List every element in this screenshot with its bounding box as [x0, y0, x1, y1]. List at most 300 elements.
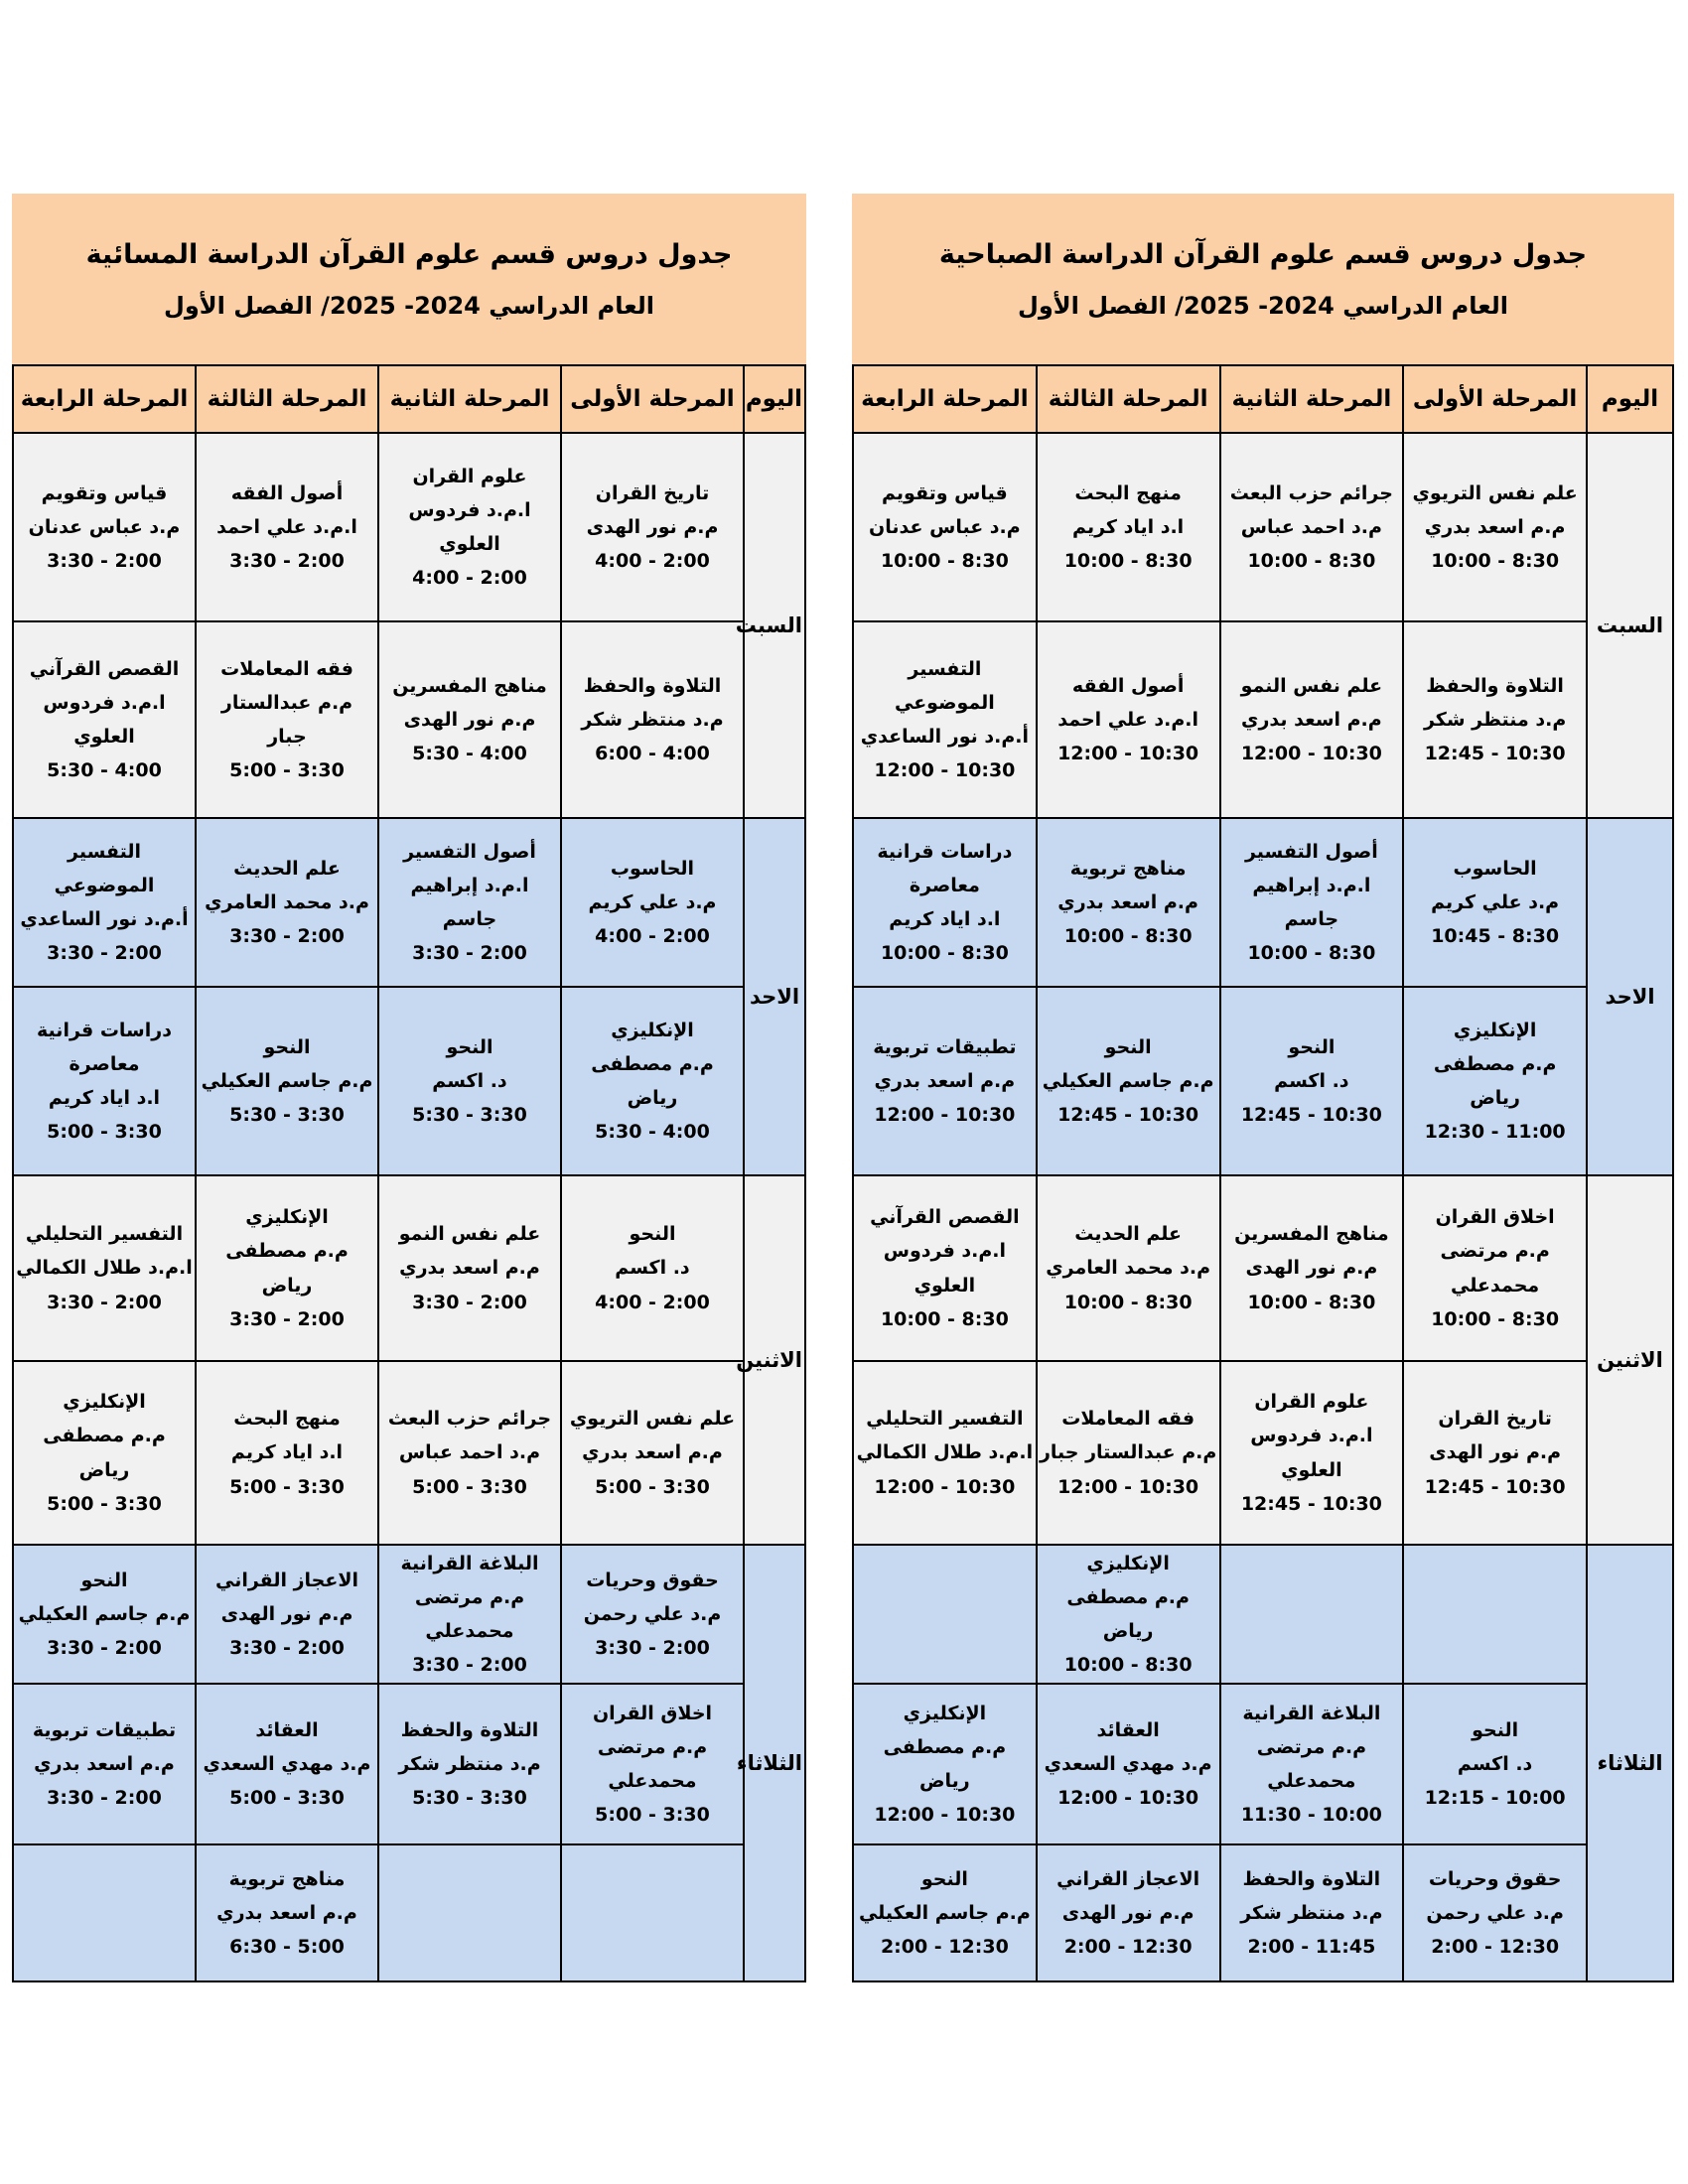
subject-name: النحو	[1288, 1035, 1336, 1058]
class-time: 10:00 - 8:30	[1063, 925, 1193, 948]
class-cell	[1037, 1844, 1220, 1981]
class-time: 12:45 - 10:30	[1057, 1104, 1199, 1127]
class-cell	[13, 987, 196, 1175]
class-cell	[1403, 1844, 1587, 1981]
class-cell	[561, 1361, 744, 1545]
class-time: 4:00 - 2:00	[595, 550, 710, 573]
class-time: 10:00 - 8:30	[1063, 550, 1193, 573]
teacher-name: م.د علي رحمن	[1426, 1901, 1564, 1924]
class-cell	[196, 1545, 378, 1684]
header-row	[853, 365, 1673, 433]
teacher-name: م.م مصطفى رياض	[1066, 1585, 1190, 1642]
class-cell	[561, 1545, 744, 1684]
class-cell	[853, 433, 1037, 621]
class-cell	[378, 1684, 561, 1844]
subject-name: الحاسوب	[610, 857, 695, 880]
class-time: 2:00 - 11:45	[1247, 1936, 1376, 1959]
subject-name: دراسات قرانية معاصرة	[37, 1019, 172, 1075]
class-time: 10:00 - 8:30	[1063, 1291, 1193, 1313]
teacher-name: ا.د اياد كريم	[889, 908, 1001, 930]
class-time: 5:30 - 4:00	[412, 743, 527, 765]
class-cell	[1403, 1361, 1587, 1545]
teacher-name: م.م اسعد بدري	[34, 1752, 175, 1775]
teacher-name: م.د عباس عدنان	[869, 515, 1021, 538]
stage-column-header: المرحلة الثالثة	[196, 365, 378, 433]
teacher-name: م.م اسعد بدري	[216, 1901, 357, 1924]
class-time: 10:00 - 8:30	[1247, 942, 1376, 965]
class-cell	[1037, 1684, 1220, 1844]
class-time: 10:00 - 8:30	[880, 550, 1009, 573]
subject-name: التفسير التحليلي	[866, 1408, 1024, 1431]
class-cell	[1037, 1545, 1220, 1684]
subject-name: علوم القران	[1254, 1391, 1369, 1414]
subject-name: العقائد	[1096, 1718, 1160, 1741]
schedule-row	[853, 433, 1673, 621]
class-cell	[13, 1684, 196, 1844]
class-time: 12:00 - 10:30	[1240, 743, 1382, 765]
class-time: 12:45 - 10:30	[1424, 1475, 1566, 1498]
class-cell	[1403, 1545, 1587, 1684]
class-cell	[1403, 433, 1587, 621]
schedule-row	[13, 1361, 805, 1545]
class-cell	[1220, 818, 1404, 987]
table-title: جدول دروس قسم علوم القرآن الدراسة الصباحية	[938, 238, 1588, 270]
class-time: 6:00 - 4:00	[595, 743, 710, 765]
subject-name: علم نفس التريوي	[569, 1408, 736, 1431]
teacher-name: م.م مرتضى محمدعلي	[597, 1735, 708, 1792]
subject-name: القصص القرآني	[29, 657, 180, 680]
schedule-row	[13, 433, 805, 621]
class-time: 3:30 - 2:00	[229, 925, 345, 948]
class-cell	[1220, 1844, 1404, 1981]
class-cell	[561, 818, 744, 987]
class-cell	[1220, 1175, 1404, 1361]
stage-column-header: المرحلة الأولى	[561, 365, 744, 433]
evening-title-block	[12, 194, 806, 364]
teacher-name: ا.م.د إبراهيم جاسم	[410, 874, 529, 930]
class-time: 5:00 - 3:30	[412, 1475, 527, 1498]
class-cell	[853, 987, 1037, 1175]
teacher-name: م.م جاسم العكيلي	[858, 1901, 1031, 1924]
class-cell	[196, 433, 378, 621]
class-time: 3:30 - 2:00	[47, 942, 162, 965]
class-time: 10:00 - 8:30	[1247, 1291, 1376, 1313]
subject-name: علم الحديث	[1074, 1223, 1183, 1246]
teacher-name: م.م جاسم العكيلي	[18, 1602, 191, 1625]
class-time: 10:00 - 8:30	[1431, 1307, 1560, 1330]
subject-name: قياس وتقويم	[882, 481, 1008, 504]
subject-name: الاعجاز القراني	[214, 1569, 359, 1591]
class-cell	[853, 1545, 1037, 1684]
subject-name: علم نفس النمو	[1240, 674, 1383, 697]
teacher-name: م.د منتظر شكر	[398, 1752, 541, 1775]
class-time: 3:30 - 2:00	[595, 1637, 710, 1660]
teacher-name: ا.م.د فردوس العلوي	[883, 1240, 1007, 1297]
teacher-name: م.م مرتضى محمدعلي	[1256, 1735, 1367, 1792]
class-cell	[13, 1844, 196, 1981]
class-cell	[1220, 621, 1404, 818]
teacher-name: ا.م.د فردوس العلوي	[43, 691, 166, 748]
class-time: 3:30 - 2:00	[47, 1291, 162, 1313]
schedule-row	[853, 1175, 1673, 1361]
class-time: 10:00 - 8:30	[1247, 550, 1376, 573]
evening-timetable	[12, 364, 806, 1982]
teacher-name: م.م عبدالستار جبار	[1039, 1441, 1217, 1464]
subject-name: القصص القرآني	[870, 1206, 1020, 1229]
subject-name: النحو	[920, 1867, 968, 1890]
day-cell: الاحد	[744, 818, 805, 1175]
subject-name: الإنكليزي	[611, 1019, 694, 1041]
class-time: 6:30 - 5:00	[229, 1936, 345, 1959]
class-cell	[853, 1175, 1037, 1361]
subject-name: الإنكليزي	[63, 1391, 146, 1414]
class-cell	[1220, 987, 1404, 1175]
schedule-row	[853, 1361, 1673, 1545]
day-cell: الثلاثاء	[744, 1545, 805, 1981]
teacher-name: م.م نور الهدى	[403, 708, 536, 731]
teacher-name: م.م مصطفى رياض	[1433, 1052, 1557, 1109]
teacher-name: م.د احمد عباس	[1240, 515, 1382, 538]
teacher-name: م.د مهدي السعدي	[1044, 1752, 1212, 1775]
class-time: 5:30 - 4:00	[47, 759, 162, 782]
subject-name: علم نفس النمو	[398, 1223, 541, 1246]
teacher-name: م.م مرتضى محمدعلي	[414, 1585, 525, 1642]
stage-column-header: المرحلة الثانية	[378, 365, 561, 433]
subject-name: منهج البحث	[1074, 481, 1182, 504]
subject-name: أصول الفقه	[230, 481, 344, 504]
class-time: 5:30 - 3:30	[412, 1104, 527, 1127]
day-cell: الاثنين	[1587, 1175, 1673, 1545]
class-time: 3:30 - 2:00	[412, 942, 527, 965]
class-cell	[13, 1545, 196, 1684]
class-time: 4:00 - 2:00	[595, 925, 710, 948]
class-cell	[1403, 818, 1587, 987]
class-cell	[1037, 987, 1220, 1175]
class-time: 12:00 - 10:30	[874, 1804, 1016, 1827]
teacher-name: د. اكسم	[432, 1069, 507, 1092]
class-cell	[1403, 1684, 1587, 1844]
schedule-row	[13, 1175, 805, 1361]
teacher-name: م.م اسعد بدري	[1057, 890, 1198, 913]
class-time: 3:30 - 2:00	[412, 1291, 527, 1313]
class-cell	[561, 1175, 744, 1361]
subject-name: علوم القران	[412, 465, 527, 487]
schedule-row	[853, 621, 1673, 818]
subject-name: البلاغة القرانية	[1242, 1702, 1381, 1724]
day-cell: الاثنين	[744, 1175, 805, 1545]
schedule-row	[853, 818, 1673, 987]
teacher-name: د. اكسم	[1274, 1069, 1349, 1092]
subject-name: مناهج المفسرين	[392, 674, 547, 697]
class-cell	[13, 1175, 196, 1361]
teacher-name: م.م نور الهدى	[586, 515, 719, 538]
teacher-name: أ.م.د نور الساعدي	[860, 726, 1030, 748]
class-time: 12:00 - 10:30	[874, 759, 1016, 782]
teacher-name: م.م نور الهدى	[1429, 1441, 1562, 1464]
class-time: 3:30 - 2:00	[47, 550, 162, 573]
day-column-header: اليوم	[744, 365, 805, 433]
subject-name: التلاوة والحفظ	[1426, 674, 1564, 697]
day-cell: الثلاثاء	[1587, 1545, 1673, 1981]
subject-name: النحو	[263, 1035, 311, 1058]
subject-name: مناهج تربوية	[228, 1867, 346, 1890]
class-cell	[853, 818, 1037, 987]
schedule-row	[13, 1684, 805, 1844]
class-cell	[13, 433, 196, 621]
class-cell	[1037, 1175, 1220, 1361]
class-cell	[1220, 433, 1404, 621]
teacher-name: م.م اسعد بدري	[582, 1441, 723, 1464]
class-cell	[853, 1361, 1037, 1545]
class-time: 2:00 - 12:30	[1431, 1936, 1560, 1959]
stage-column-header: المرحلة الثالثة	[1037, 365, 1220, 433]
schedule-row	[853, 987, 1673, 1175]
teacher-name: م.د محمد العامري	[1046, 1257, 1211, 1280]
subject-name: التلاوة والحفظ	[400, 1718, 539, 1741]
teacher-name: م.د علي رحمن	[583, 1602, 722, 1625]
class-time: 5:30 - 4:00	[595, 1121, 710, 1144]
class-time: 10:00 - 8:30	[880, 1307, 1009, 1330]
teacher-name: م.م عبدالستار جبار	[220, 691, 353, 748]
teacher-name: م.م جاسم العكيلي	[201, 1069, 373, 1092]
class-time: 4:00 - 2:00	[595, 1291, 710, 1313]
teacher-name: م.د مهدي السعدي	[203, 1752, 371, 1775]
subject-name: الإنكليزي	[245, 1206, 329, 1229]
class-time: 3:30 - 2:00	[229, 1637, 345, 1660]
class-time: 12:45 - 10:30	[1240, 1492, 1382, 1515]
subject-name: الإنكليزي	[1086, 1552, 1170, 1574]
class-time: 12:00 - 10:30	[874, 1104, 1016, 1127]
teacher-name: م.م مرتضى محمدعلي	[1440, 1240, 1550, 1297]
subject-name: قياس وتقويم	[41, 481, 168, 504]
subject-name: النحو	[446, 1035, 493, 1058]
teacher-name: أ.م.د نور الساعدي	[20, 908, 189, 930]
class-cell	[1037, 1361, 1220, 1545]
teacher-name: م.م اسعد بدري	[399, 1257, 540, 1280]
class-cell	[561, 433, 744, 621]
subject-name: العقائد	[255, 1718, 319, 1741]
teacher-name: م.م نور الهدى	[1061, 1901, 1195, 1924]
class-cell	[1037, 621, 1220, 818]
class-time: 12:00 - 10:30	[874, 1475, 1016, 1498]
subject-name: دراسات قرانية معاصرة	[877, 840, 1013, 896]
day-column-header: اليوم	[1587, 365, 1673, 433]
class-time: 10:00 - 8:30	[880, 942, 1009, 965]
teacher-name: م.م اسعد بدري	[874, 1069, 1016, 1092]
class-time: 2:00 - 12:30	[1063, 1936, 1193, 1959]
subject-name: الإنكليزي	[1453, 1019, 1537, 1041]
subject-name: الحاسوب	[1453, 857, 1537, 880]
morning-schedule-section	[852, 194, 1674, 1982]
class-time: 12:45 - 10:30	[1240, 1104, 1382, 1127]
teacher-name: م.د منتظر شكر	[1423, 708, 1567, 731]
class-time: 5:00 - 3:30	[595, 1475, 710, 1498]
teacher-name: م.د منتظر شكر	[1240, 1901, 1383, 1924]
class-cell	[196, 1684, 378, 1844]
schedule-row	[13, 621, 805, 818]
subject-name: حقوق وحريات	[1428, 1867, 1562, 1890]
schedule-row	[853, 1684, 1673, 1844]
class-cell	[378, 818, 561, 987]
class-time: 5:30 - 3:30	[412, 1787, 527, 1810]
class-cell	[1403, 1175, 1587, 1361]
subject-name: تطبيقات تربوية	[873, 1035, 1017, 1058]
class-cell	[13, 818, 196, 987]
class-cell	[378, 987, 561, 1175]
class-time: 3:30 - 2:00	[47, 1787, 162, 1810]
stage-column-header: المرحلة الرابعة	[853, 365, 1037, 433]
teacher-name: م.م مصطفى رياض	[225, 1240, 349, 1297]
schedule-row	[13, 818, 805, 987]
class-time: 5:00 - 3:30	[229, 759, 345, 782]
class-cell	[1403, 987, 1587, 1175]
subject-name: الاعجاز القراني	[1056, 1867, 1200, 1890]
class-cell	[196, 818, 378, 987]
teacher-name: م.د محمد العامري	[205, 890, 369, 913]
subject-name: النحو	[1104, 1035, 1152, 1058]
day-cell: السبت	[744, 433, 805, 818]
morning-timetable	[852, 364, 1674, 1982]
class-time: 12:30 - 11:00	[1424, 1121, 1566, 1144]
class-time: 10:45 - 8:30	[1431, 925, 1560, 948]
class-cell	[196, 1361, 378, 1545]
class-cell	[1037, 818, 1220, 987]
class-cell	[1220, 1684, 1404, 1844]
teacher-name: ا.د اياد كريم	[1072, 515, 1185, 538]
teacher-name: م.م نور الهدى	[220, 1602, 353, 1625]
teacher-name: د. اكسم	[615, 1257, 690, 1280]
teacher-name: ا.م.د إبراهيم جاسم	[1252, 874, 1371, 930]
teacher-name: م.م اسعد بدري	[1424, 515, 1566, 538]
subject-name: مناهج المفسرين	[1234, 1223, 1389, 1246]
class-cell	[561, 621, 744, 818]
class-cell	[196, 987, 378, 1175]
class-time: 12:15 - 10:00	[1424, 1787, 1566, 1810]
subject-name: تاريخ القران	[595, 481, 710, 504]
class-cell	[196, 1844, 378, 1981]
subject-name: التفسير التحليلي	[25, 1223, 184, 1246]
teacher-name: ا.د اياد كريم	[48, 1087, 161, 1109]
class-time: 5:00 - 3:30	[47, 1121, 162, 1144]
class-cell	[561, 1684, 744, 1844]
schedule-row	[13, 1545, 805, 1684]
teacher-name: ا.م.د طلال الكمالي	[856, 1441, 1034, 1464]
subject-name: فقه المعاملات	[1061, 1408, 1196, 1431]
class-time: 2:00 - 12:30	[880, 1936, 1009, 1959]
teacher-name: ا.م.د علي احمد	[1057, 708, 1198, 731]
subject-name: التفسير الموضوعي	[54, 840, 155, 896]
class-cell	[1220, 1361, 1404, 1545]
class-cell	[561, 987, 744, 1175]
subject-name: النحو	[1472, 1718, 1519, 1741]
teacher-name: ا.د اياد كريم	[230, 1441, 344, 1464]
class-time: 12:00 - 10:30	[1057, 743, 1199, 765]
class-time: 5:00 - 3:30	[229, 1787, 345, 1810]
subject-name: مناهج تربوية	[1069, 857, 1187, 880]
class-time: 3:30 - 2:00	[47, 1637, 162, 1660]
class-cell	[561, 1844, 744, 1981]
teacher-name: د. اكسم	[1457, 1752, 1533, 1775]
subject-name: البلاغة القرانية	[400, 1552, 539, 1574]
subject-name: علم الحديث	[233, 857, 341, 880]
teacher-name: م.د علي كريم	[588, 890, 717, 913]
teacher-name: م.م نور الهدى	[1245, 1257, 1378, 1280]
class-cell	[1220, 1545, 1404, 1684]
teacher-name: ا.م.د علي احمد	[216, 515, 357, 538]
stage-column-header: المرحلة الأولى	[1403, 365, 1587, 433]
class-cell	[378, 1545, 561, 1684]
subject-name: التلاوة والحفظ	[583, 674, 722, 697]
class-time: 10:00 - 8:30	[1431, 550, 1560, 573]
class-cell	[1403, 621, 1587, 818]
day-cell: الاحد	[1587, 818, 1673, 1175]
class-cell	[378, 1361, 561, 1545]
teacher-name: م.م مصطفى رياض	[883, 1735, 1007, 1792]
teacher-name: ا.م.د فردوس العلوي	[1250, 1425, 1373, 1481]
class-time: 12:00 - 10:30	[1057, 1475, 1199, 1498]
teacher-name: م.د عباس عدنان	[28, 515, 181, 538]
class-time: 10:00 - 8:30	[1063, 1654, 1193, 1677]
subject-name: اخلاق القران	[1435, 1206, 1555, 1229]
class-time: 4:00 - 2:00	[412, 567, 527, 590]
class-cell	[196, 621, 378, 818]
class-cell	[1037, 433, 1220, 621]
subject-name: الإنكليزي	[903, 1702, 987, 1724]
subject-name: اخلاق القران	[592, 1702, 713, 1724]
teacher-name: م.م جاسم العكيلي	[1042, 1069, 1214, 1092]
subject-name: النحو	[80, 1569, 128, 1591]
teacher-name: ا.م.د فردوس العلوي	[408, 498, 531, 555]
day-cell: السبت	[1587, 433, 1673, 818]
schedule-row	[853, 1844, 1673, 1981]
schedule-row	[13, 987, 805, 1175]
teacher-name: م.م مصطفى رياض	[43, 1425, 166, 1481]
class-time: 3:30 - 2:00	[229, 550, 345, 573]
class-cell	[196, 1175, 378, 1361]
teacher-name: م.د منتظر شكر	[581, 708, 724, 731]
class-time: 5:00 - 3:30	[595, 1804, 710, 1827]
subject-name: التفسير الموضوعي	[894, 657, 995, 714]
class-time: 11:30 - 10:00	[1240, 1804, 1382, 1827]
class-time: 3:30 - 2:00	[229, 1307, 345, 1330]
class-cell	[853, 1684, 1037, 1844]
class-cell	[13, 1361, 196, 1545]
subject-name: حقوق وحريات	[586, 1569, 719, 1591]
class-time: 3:30 - 2:00	[412, 1654, 527, 1677]
subject-name: منهج البحث	[233, 1408, 341, 1431]
class-cell	[378, 433, 561, 621]
evening-schedule-section	[12, 194, 806, 1982]
subject-name: أصول التفسير	[1244, 840, 1378, 863]
subject-name: النحو	[629, 1223, 676, 1246]
subject-name: تاريخ القران	[1438, 1408, 1552, 1431]
class-cell	[378, 1175, 561, 1361]
class-time: 5:30 - 3:30	[229, 1104, 345, 1127]
teacher-name: م.د علي كريم	[1431, 890, 1560, 913]
table-subtitle: العام الدراسي 2024- 2025/ الفصل الأول	[1018, 291, 1508, 320]
stage-column-header: المرحلة الرابعة	[13, 365, 196, 433]
class-time: 12:45 - 10:30	[1424, 743, 1566, 765]
teacher-name: م.م مصطفى رياض	[591, 1052, 714, 1109]
subject-name: علم نفس التريوي	[1412, 481, 1578, 504]
class-cell	[13, 621, 196, 818]
table-title: جدول دروس قسم علوم القرآن الدراسة المسائية	[85, 238, 733, 270]
subject-name: أصول التفسير	[403, 840, 536, 863]
table-subtitle: العام الدراسي 2024- 2025/ الفصل الأول	[164, 291, 654, 320]
subject-name: أصول الفقه	[1071, 674, 1185, 697]
subject-name: فقه المعاملات	[220, 657, 353, 680]
class-time: 5:00 - 3:30	[47, 1492, 162, 1515]
